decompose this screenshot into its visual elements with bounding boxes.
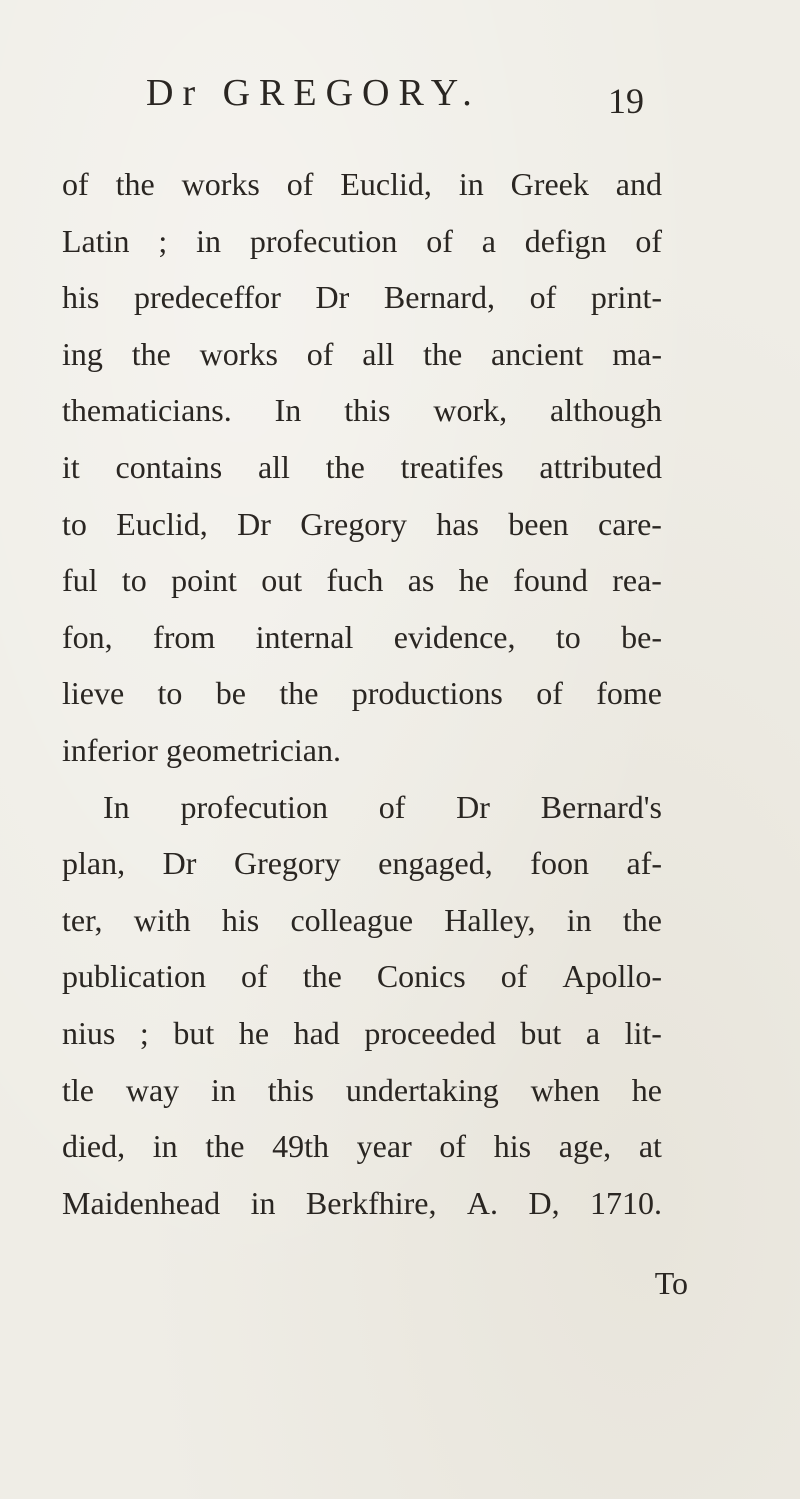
word: the <box>302 958 342 995</box>
word: of <box>286 166 314 202</box>
word: Latin <box>62 222 130 259</box>
word: Dr <box>162 845 197 882</box>
word: of <box>536 675 563 712</box>
word: of <box>62 166 89 202</box>
word: colleague <box>290 901 414 938</box>
word: his <box>493 1128 532 1165</box>
word: treatifes <box>400 448 504 485</box>
word: attributed <box>539 448 662 485</box>
word: as <box>407 562 435 599</box>
word: D, <box>528 1184 560 1221</box>
word: point <box>171 562 237 599</box>
word: the <box>622 901 662 938</box>
word: In <box>103 788 130 825</box>
word: Euclid, <box>340 166 432 202</box>
word: been <box>508 505 569 542</box>
word: af- <box>626 845 662 882</box>
text-line <box>62 835 662 892</box>
word: thematicians. <box>62 392 232 429</box>
text-line <box>62 269 662 326</box>
word: Dr <box>456 788 490 825</box>
word: works <box>199 335 278 372</box>
word: fon, <box>62 618 113 655</box>
word: plan, <box>62 845 126 882</box>
word: Apollo- <box>562 958 662 995</box>
word: Bernard's <box>540 788 662 825</box>
word: In <box>274 392 302 429</box>
word: way <box>125 1071 180 1108</box>
word: evidence, <box>393 618 516 655</box>
word: he <box>458 562 489 599</box>
word: Gregory <box>300 505 407 542</box>
word: print- <box>590 279 662 316</box>
paragraph-end-line: inferior geometrician. <box>62 731 341 768</box>
text-line <box>62 156 662 213</box>
word: ancient <box>491 335 584 372</box>
word: to <box>157 675 183 712</box>
page-number: 19 <box>608 81 644 121</box>
word: Conics <box>376 958 466 995</box>
text-line <box>62 1005 662 1062</box>
word: of <box>500 958 528 995</box>
word: of <box>529 279 557 316</box>
text-line <box>62 552 662 609</box>
word: in <box>211 1071 236 1108</box>
word: died, <box>62 1128 126 1165</box>
text-line <box>62 213 662 270</box>
word: nius <box>62 1014 116 1051</box>
word: fuch <box>326 562 384 599</box>
word: proceeded <box>364 1014 496 1051</box>
word: ; <box>158 222 168 259</box>
word: at <box>638 1128 662 1165</box>
word: contains <box>115 448 223 485</box>
word: although <box>550 392 662 429</box>
word: when <box>530 1071 600 1108</box>
word: in <box>458 166 484 202</box>
word: the <box>131 335 171 372</box>
word: foon <box>530 845 589 882</box>
running-head: Dr GREGORY. <box>146 72 481 114</box>
word: publication <box>62 958 206 995</box>
word: care- <box>598 505 662 542</box>
word: out <box>261 562 303 599</box>
word: fome <box>596 675 662 712</box>
word: he <box>631 1071 662 1108</box>
word: Gregory <box>233 845 341 882</box>
text-line <box>62 1062 662 1119</box>
word: tle <box>62 1071 94 1108</box>
word: A. <box>466 1184 499 1221</box>
word: ing <box>62 335 103 372</box>
word: a <box>585 1014 601 1051</box>
text-line <box>62 326 662 383</box>
text-line <box>62 948 662 1005</box>
word: internal <box>255 618 354 655</box>
body-text <box>62 156 662 1231</box>
word: this <box>267 1071 314 1108</box>
word: in <box>152 1128 178 1165</box>
word: all <box>257 448 290 485</box>
word: of <box>306 335 334 372</box>
word: lit- <box>624 1014 662 1051</box>
word: the <box>325 448 365 485</box>
text-line <box>62 439 662 496</box>
word: profecution <box>180 788 328 825</box>
word: ; <box>139 1014 149 1051</box>
word: the <box>423 335 463 372</box>
word: found <box>513 562 588 599</box>
word: of <box>378 788 406 825</box>
word: the <box>279 675 319 712</box>
word: year <box>356 1128 412 1165</box>
paragraph-start-line <box>62 779 662 836</box>
word: 49th <box>272 1128 329 1165</box>
word: the <box>115 166 155 202</box>
word: Greek <box>510 166 589 202</box>
text-line <box>62 382 662 439</box>
word: age, <box>558 1128 612 1165</box>
word: this <box>344 392 391 429</box>
word: works <box>181 166 260 202</box>
word: predeceffor <box>133 279 281 316</box>
word: it <box>62 448 80 485</box>
word: of <box>241 958 268 995</box>
word: to <box>62 505 87 542</box>
word: of <box>439 1128 467 1165</box>
word: Bernard, <box>383 279 495 316</box>
text-line <box>62 1175 662 1232</box>
text-line <box>62 1118 662 1175</box>
word: all <box>362 335 395 372</box>
word: 1710. <box>589 1184 662 1221</box>
word: his <box>221 901 260 938</box>
word: engaged, <box>378 845 493 882</box>
word: but <box>520 1014 562 1051</box>
word: his <box>62 279 100 316</box>
catchword: To <box>654 1265 688 1301</box>
word: undertaking <box>345 1071 499 1108</box>
word: of <box>635 222 662 259</box>
word: a <box>481 222 496 259</box>
word: to <box>555 618 581 655</box>
word: productions <box>351 675 503 712</box>
word: the <box>205 1128 245 1165</box>
text-line <box>62 892 662 949</box>
word: in <box>566 901 592 938</box>
word: Halley, <box>444 901 536 938</box>
word: profecution <box>249 222 398 259</box>
word: Dr <box>315 279 350 316</box>
word: Euclid, <box>116 505 208 542</box>
word: of <box>426 222 453 259</box>
word: Maidenhead <box>62 1184 221 1221</box>
word: work, <box>433 392 508 429</box>
word: defign <box>524 222 607 259</box>
word: to <box>121 562 147 599</box>
word: be- <box>621 618 662 655</box>
word: lieve <box>62 675 125 712</box>
text-line <box>62 609 662 666</box>
word: in <box>196 222 221 259</box>
word: from <box>153 618 216 655</box>
text-line <box>62 496 662 553</box>
word: had <box>293 1014 340 1051</box>
word: be <box>215 675 246 712</box>
word: ter, <box>62 901 103 938</box>
word: ma- <box>612 335 662 372</box>
word: rea- <box>612 562 662 599</box>
word: but <box>173 1014 215 1051</box>
word: he <box>238 1014 270 1051</box>
word: ful <box>62 562 98 599</box>
word: with <box>133 901 191 938</box>
word: in <box>250 1184 276 1221</box>
word: has <box>436 505 479 542</box>
word: and <box>615 166 662 202</box>
word: Dr <box>237 505 271 542</box>
text-line <box>62 665 662 722</box>
word: Berkfhire, <box>305 1184 437 1221</box>
